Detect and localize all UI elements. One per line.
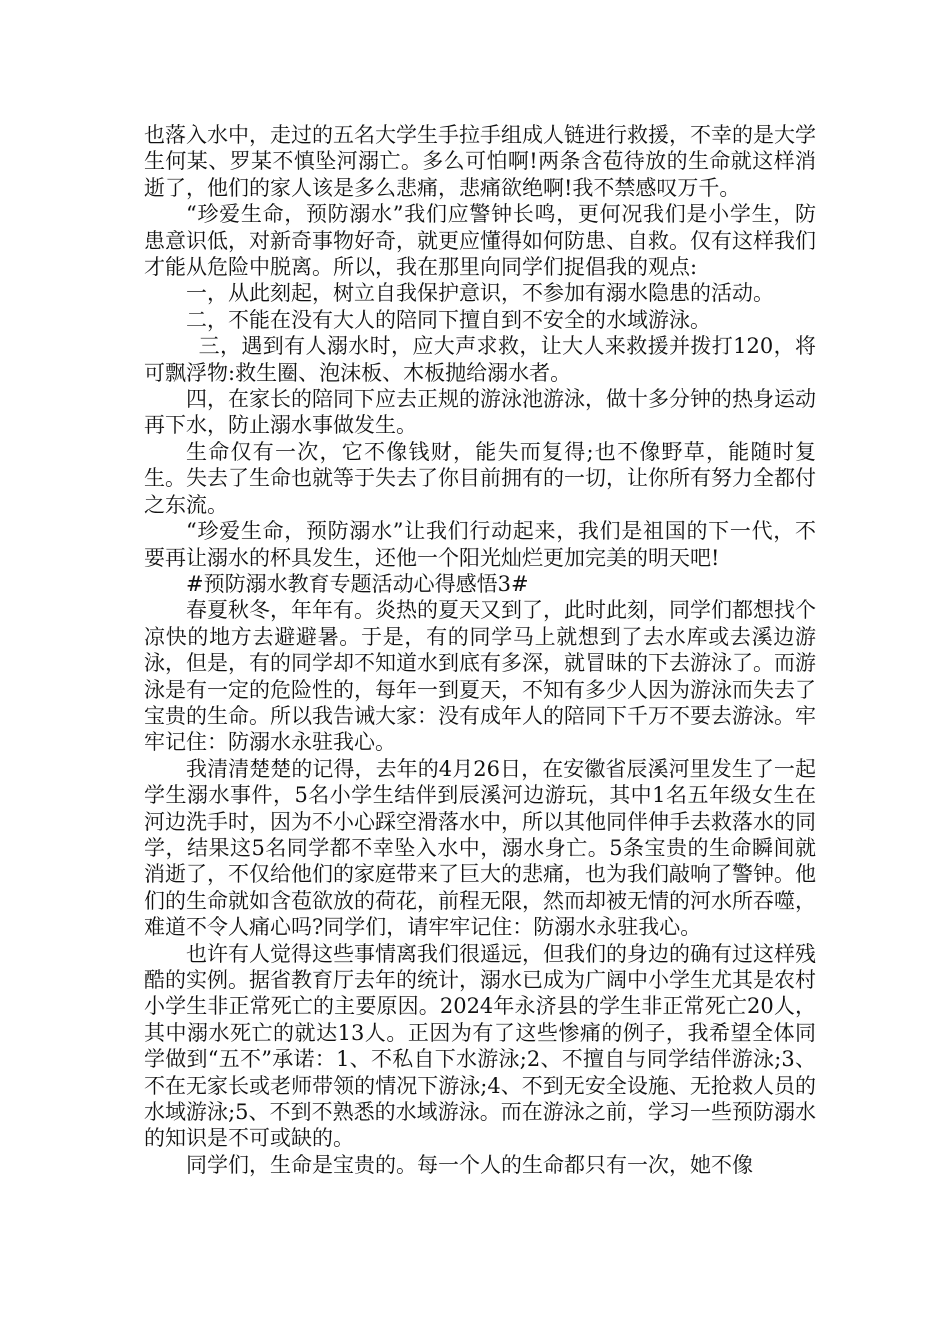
paragraph-6: 我清清楚楚的记得，去年的4月26日，在安徽省辰溪河里发生了一起学生溺水事件，5名小学生结伴到辰溪河边游玩，其中1名五年级女生在河边洗手时，因为不小心踩空滑落水中，所以其他同伴伸手去救落水的同学，结果这5名同学都不幸坠入水中，溺水身亡。5条宝贵的生命瞬间就消逝了，不仅给他们的家庭带来了巨大的悲痛，也为我们敲响了警钟。他们的生命就如含苞欲放的荷花，前程无限，然而却被无情的河水所吞噬，难道不令人痛心吗?同学们，请牢牢记住：防溺水永驻我心。 <box>144 756 816 940</box>
list-item-1: 一，从此刻起，树立自我保护意识，不参加有溺水隐患的活动。 <box>186 281 774 306</box>
list-item-2: 二，不能在没有大人的陪同下擅自到不安全的水域游泳。 <box>186 307 711 332</box>
paragraph-5: 春夏秋冬，年年有。炎热的夏天又到了，此时此刻，同学们都想找个凉快的地方去避避暑。于是，有的同学马上就想到了去水库或去溪边游泳，但是，有的同学却不知道水到底有多深，就冒昧的下去游泳了。而游泳是有一定的危险性的，每年一到夏天，不知有多少人因为游泳而失去了宝贵的生命。所以我告诫大家：没有成年人的陪同下千万不要去游泳。牢牢记住：防溺水永驻我心。 <box>144 598 816 755</box>
list-item-4: 四，在家长的陪同下应去正规的游泳池游泳，做十多分钟的热身运动再下水，防止溺水事做发生。 <box>144 387 816 438</box>
document-page <box>144 122 816 1178</box>
paragraph-1: 也落入水中，走过的五名大学生手拉手组成人链进行救援，不幸的是大学生何某、罗某不慎坠河溺亡。多么可怕啊!两条含苞待放的生命就这样消逝了，他们的家人该是多么悲痛，悲痛欲绝啊!我不禁感叹万千。 <box>144 123 816 200</box>
paragraph-3: 生命仅有一次，它不像钱财，能失而复得;也不像野草，能随时复生。失去了生命也就等于失去了你目前拥有的一切，让你所有努力全都付之东流。 <box>144 439 816 517</box>
section-heading: #预防溺水教育专题活动心得感悟3# <box>186 571 529 596</box>
paragraph-7: 也许有人觉得这些事情离我们很遥远，但我们的身边的确有过这样残酷的实例。据省教育厅去年的统计，溺水已成为广阔中小学生尤其是农村小学生非正常死亡的主要原因。2024年永济县的学生非正常死亡20人，其中溺水死亡的就达13人。正因为有了这些惨痛的例子，我希望全体同学做到“五不”承诺：1、不私自下水游泳;2、不擅自与同学结伴游泳;3、不在无家长或老师带领的情况下游泳;4、不到无安全设施、无抢救人员的水域游泳;5、不到不熟悉的水域游泳。而在游泳之前，学习一些预防溺水的知识是不可或缺的。 <box>144 941 816 1151</box>
paragraph-4: “珍爱生命，预防溺水”让我们行动起来，我们是祖国的下一代，不要再让溺水的杯具发生，还他一个阳光灿烂更加完美的明天吧! <box>144 519 816 570</box>
list-item-3: 三，遇到有人溺水时，应大声求救，让大人来救援并拨打120，将可飘浮物:救生圈、泡沫板、木板抛给溺水者。 <box>144 334 816 385</box>
paragraph-2: “珍爱生命，预防溺水”我们应警钟长鸣，更何况我们是小学生，防患意识低，对新奇事物好奇，就更应懂得如何防患、自救。仅有这样我们才能从危险中脱离。所以，我在那里向同学们捉倡我的观点: <box>144 202 816 280</box>
paragraph-8: 同学们，生命是宝贵的。每一个人的生命都只有一次，她不像 <box>186 1152 753 1177</box>
